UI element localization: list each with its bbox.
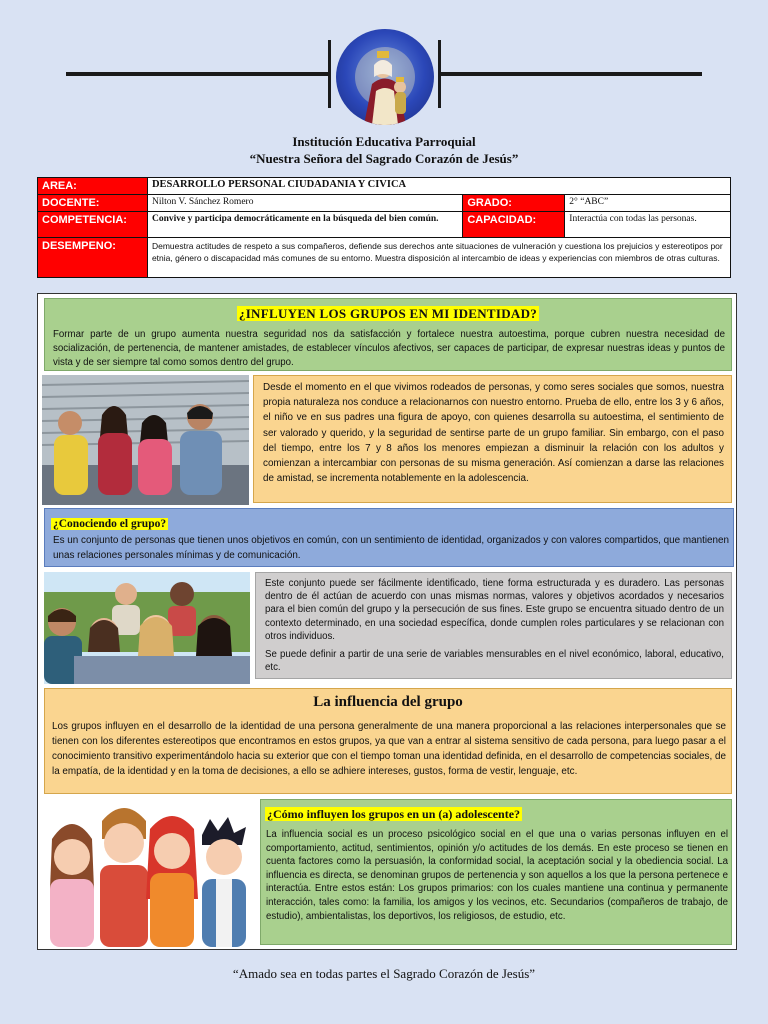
header-line-left <box>66 72 330 76</box>
group-influence-title: La influencia del grupo <box>313 694 463 710</box>
teens-group-photo <box>42 375 249 505</box>
adolescent-influence-title: ¿Cómo influyen los grupos en un (a) adolescente? <box>267 807 521 821</box>
adolescent-influence-text: La influencia social es un proceso psicológico social en el que una o varias personas influyen en el comportamiento, actitud, sentimientos, opinión y/o actitudes de los demás. En este proceso se tienen en cuenta factores como la persuasión, la conformidad social, la aceptación social y la obediencia social. La influencia es directa, se denominan grupos de pertenencia y son aquellos a los que la persona pertenece e interactúa. Entre estos están: Los grupos primarios: con los cuales mantiene una continua y permanente interacción, tales como: la familia, los amigos y los vecinos, etc. Secundarios (compañeros de trabajo, de estudio), ambientalistas, los deportivos, los religiosos, de estudio, etc. <box>266 829 728 922</box>
knowing-group-title: ¿Conociendo el grupo? <box>53 518 167 530</box>
adolescent-influence-section <box>260 799 732 945</box>
header-bar-left <box>328 40 331 108</box>
friends-selfie-photo <box>44 572 250 684</box>
group-variables-text: Se puede definir a partir de una serie de variables mensurables en el nivel económico, laboral, educativo, etc. <box>265 649 724 674</box>
docente-label: DOCENTE: <box>38 195 148 212</box>
school-name: “Nuestra Señora del Sagrado Corazón de Jesús” <box>249 151 519 166</box>
group-influence-section <box>44 688 732 794</box>
footer-motto: “Amado sea en todas partes el Sagrado Corazón de Jesús” <box>232 966 536 981</box>
area-label: AREA: <box>38 178 148 195</box>
group-influence-text: Los grupos influyen en el desarrollo de la identidad de una persona generalmente de una manera proporcional a las relaciones interpersonales que se tienen con los diferentes estereotipos que encontramos en estos grupos, ya que van a entrar al sistema sensitivo de cada persona, para luego pasar a el conocimiento transitivo experimentándolo hacia su exterior que con el tiempo toman una identidad definida, en el desarrollo de competencias sociales, de la empatía, de la identidad y en la toma de decisiones, a ello se adhiere intereses, gustos, forma de vestir, lenguaje, etc. <box>52 721 726 777</box>
content-frame <box>37 293 737 950</box>
header-line-right <box>440 72 702 76</box>
knowing-group-section <box>44 508 734 567</box>
knowing-group-text: Es un conjunto de personas que tienen unos objetivos en común, con un sentimiento de identidad, organizados y con valores compartidos, que mantienen unas relaciones personales mínimas y de comunicación. <box>53 535 729 561</box>
capacidad-label: CAPACIDAD: <box>463 212 565 238</box>
grado-label: GRADO: <box>463 195 565 212</box>
group-features-section <box>255 572 732 679</box>
relations-text: Desde el momento en el que vivimos rodeados de personas, y como seres sociales que somos, nuestra propia naturaleza nos conduce a relacionarnos con nuestro entorno. Prueba de ello, entre los 3 y 6 años, el niño ve en sus padres una figura de apoyo, con quienes desarrolla su autoestima, el sentimiento de ser valorado y querido, y la seguridad de sentirse parte de un grupo familiar. Sin embargo, con el paso del tiempo, entre los 7 y 8 años los menores empiezan a disminuir la relación con los adultos y comienzan a intercambiar con personas de su misma generación. Así comienzan a darse las relaciones de amistad, se incrementa notablemente en la adolescencia. <box>263 382 724 485</box>
cartoon-teens-illustration <box>42 799 256 947</box>
identity-title: ¿INFLUYEN LOS GRUPOS EN MI IDENTIDAD? <box>238 306 538 321</box>
docente-value: Nilton V. Sánchez Romero <box>147 195 462 212</box>
school-emblem <box>336 29 434 125</box>
desempeno-value: Demuestra actitudes de respeto a sus compañeros, defiende sus derechos ante situaciones de vulneración y cuestiona los prejuicios y estereotipos por etnia, género o discapacidad más comunes de su entorno. Muestra disposición al intercambio de ideas y experiencias con miembros de otras culturas. <box>147 238 730 278</box>
group-features-text: Este conjunto puede ser fácilmente identificado, tiene forma estructurada y es duradero. Las personas dentro de él actúan de acuerdo con unas mismas normas, valores y objetivos acordados y necesarios para el bien común del grupo y la persecución de sus fines. Este grupo se encuentra situado dentro de un contexto determinado, en una sociedad específica, donde cumplen roles particulares y se relacionan con otros individuos. <box>265 578 724 642</box>
competencia-value: Convive y participa democráticamente en la búsqueda del bien común. <box>147 212 462 238</box>
course-info-table <box>37 177 731 278</box>
capacidad-value: Interactúa con todas las personas. <box>565 212 731 238</box>
competencia-label: COMPETENCIA: <box>38 212 148 238</box>
identity-section <box>44 298 732 371</box>
header-bar-right <box>438 40 441 108</box>
desempeno-label: DESEMPENO: <box>38 238 148 278</box>
grado-value: 2° “ABC” <box>565 195 731 212</box>
institution-name: Institución Educativa Parroquial <box>292 134 476 149</box>
identity-text: Formar parte de un grupo aumenta nuestra seguridad nos da satisfacción y fortalece nuestra autoestima, porque cubren nuestra necesidad de socialización, de pertenencia, de mantener amistades, de establecer vínculos afectivos, ser capaces de participar, de expresar nuestras ideas y puntos de vista y de ser siempre tal como somos dentro del grupo. <box>53 329 725 368</box>
area-value: DESARROLLO PERSONAL CIUDADANIA Y CIVICA <box>147 178 730 195</box>
relations-section <box>253 375 732 503</box>
